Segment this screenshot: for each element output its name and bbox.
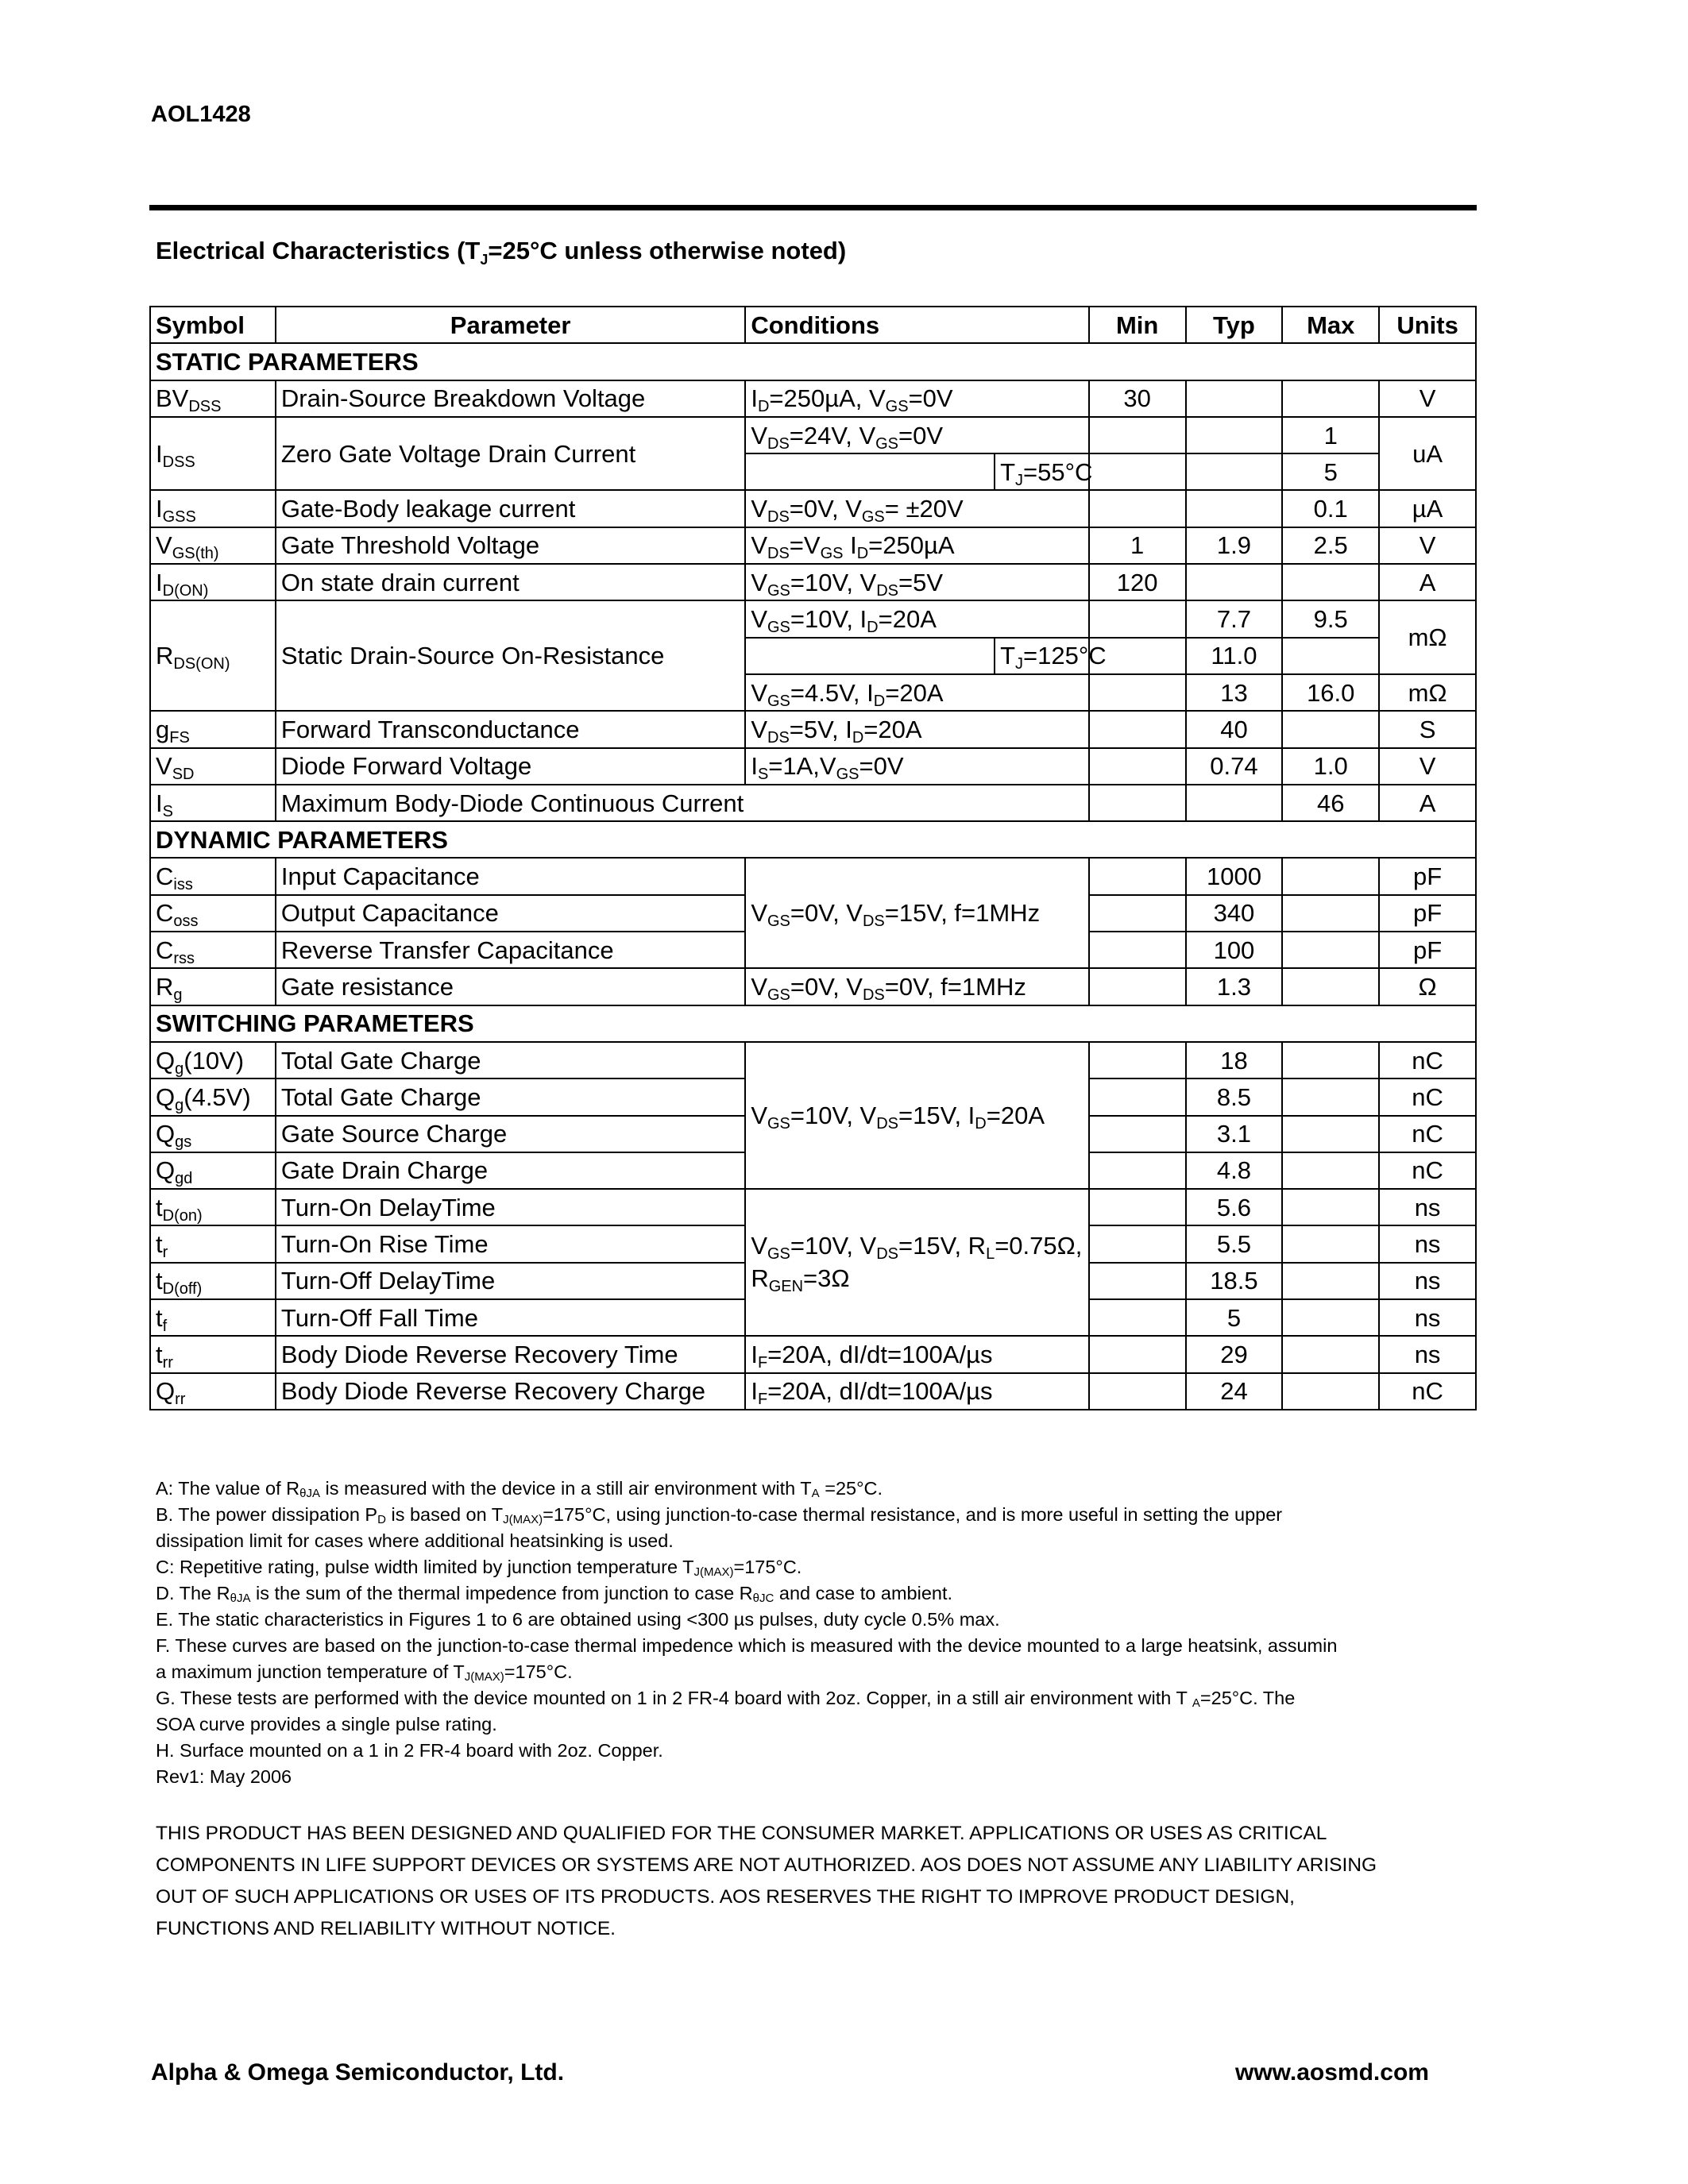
table-row	[150, 1189, 1476, 1225]
value-cell: ns	[1379, 1336, 1476, 1372]
symbol-cell: $t_f$	[150, 1299, 276, 1336]
conditions-cell: $T_J=125^\circ C$	[995, 638, 1089, 674]
header-units: Units	[1379, 307, 1476, 343]
empty-cell	[1186, 417, 1283, 453]
value-cell: 9.5	[1282, 600, 1379, 637]
parameter-cell: Turn-On DelayTime	[276, 1189, 745, 1225]
table-row	[150, 490, 1476, 527]
value-cell: 5.5	[1186, 1225, 1283, 1262]
empty-cell	[1282, 1116, 1379, 1152]
value-cell: nC	[1379, 1152, 1476, 1189]
disclaimer-line: COMPONENTS IN LIFE SUPPORT DEVICES OR SYSTEMS ARE NOT AUTHORIZED. AOS DOES NOT ASSUME ANY LIABILITY ARISING	[156, 1854, 1377, 1876]
conditions-cell: $V_{GS}=10V$, $I_D=20A$	[745, 600, 1088, 637]
footnote-line: F. These curves are based on the junction-to-case thermal impedence which is measured with the device mounted to a large heatsink, assumin	[156, 1635, 1338, 1656]
empty-cell	[1089, 1189, 1186, 1225]
conditions-cell: $V_{GS}=10V$, $V_{DS}=5V$	[745, 564, 1088, 600]
section-dynamic: DYNAMIC PARAMETERS	[150, 821, 1476, 858]
parameter-cell: Body Diode Reverse Recovery Time	[276, 1336, 745, 1372]
empty-cell	[1186, 785, 1283, 821]
symbol-cell: $C_{oss}$	[150, 895, 276, 932]
value-cell: mΩ	[1379, 600, 1476, 674]
conditions-cell: $I_D=250\mu A$, $V_{GS}=0V$	[745, 380, 1088, 417]
value-cell: 40	[1186, 711, 1283, 747]
table-row	[150, 748, 1476, 785]
table-row	[150, 417, 1476, 453]
symbol-cell: $Q_{gs}$	[150, 1116, 276, 1152]
value-cell: 24	[1186, 1373, 1283, 1410]
symbol-cell: $Q_{rr}$	[150, 1373, 276, 1410]
symbol-cell: $C_{rss}$	[150, 932, 276, 968]
symbol-cell: $g_{FS}$	[150, 711, 276, 747]
section-switching: SWITCHING PARAMETERS	[150, 1005, 1476, 1042]
symbol-cell: $V_{SD}$	[150, 748, 276, 785]
footnote-line: H. Surface mounted on a 1 in 2 FR-4 board with 2oz. Copper.	[156, 1740, 663, 1761]
footer-company: Alpha & Omega Semiconductor, Ltd.	[151, 2059, 565, 2086]
value-cell: pF	[1379, 858, 1476, 894]
parameter-cell: Gate resistance	[276, 968, 745, 1005]
table-row	[150, 968, 1476, 1005]
value-cell: 5	[1282, 453, 1379, 490]
table-row	[150, 711, 1476, 747]
conditions-cell: $V_{GS}=0V$, $V_{DS}=0V$, f=1MHz	[745, 968, 1088, 1005]
disclaimer-line: THIS PRODUCT HAS BEEN DESIGNED AND QUALIFIED FOR THE CONSUMER MARKET. APPLICATIONS OR USES AS CRITICAL	[156, 1823, 1327, 1844]
value-cell: 46	[1282, 785, 1379, 821]
empty-cell	[1186, 490, 1283, 527]
electrical-characteristics-table	[149, 306, 1477, 1410]
empty-cell	[1186, 380, 1283, 417]
empty-cell	[1089, 1299, 1186, 1336]
table-row	[150, 1373, 1476, 1410]
part-number: AOL1428	[151, 102, 251, 127]
symbol-cell: $t_{D(on)}$	[150, 1189, 276, 1225]
value-cell: 13	[1186, 674, 1283, 711]
section-title-prefix: Electrical Characteristics (T	[156, 237, 481, 264]
symbol-cell: $t_r$	[150, 1225, 276, 1262]
value-cell: 1	[1282, 417, 1379, 453]
value-cell: 0.1	[1282, 490, 1379, 527]
empty-cell	[1089, 490, 1186, 527]
value-cell: 8.5	[1186, 1078, 1283, 1115]
value-cell: 1.9	[1186, 527, 1283, 564]
value-cell: 1	[1089, 527, 1186, 564]
parameter-cell: Static Drain-Source On-Resistance	[276, 600, 745, 711]
conditions-cell: $I_S=1A,V_{GS}=0V$	[745, 748, 1088, 785]
symbol-cell: $C_{iss}$	[150, 858, 276, 894]
value-cell: 29	[1186, 1336, 1283, 1372]
value-cell: ns	[1379, 1299, 1476, 1336]
empty-cell	[745, 638, 995, 674]
conditions-cell: $V_{GS}=4.5V$, $I_D=20A$	[745, 674, 1088, 711]
empty-cell	[1089, 711, 1186, 747]
parameter-cell: Zero Gate Voltage Drain Current	[276, 417, 745, 491]
table-row	[150, 600, 1476, 637]
value-cell: V	[1379, 748, 1476, 785]
parameter-cell: Total Gate Charge	[276, 1078, 745, 1115]
value-cell: ns	[1379, 1263, 1476, 1299]
value-cell: uA	[1379, 417, 1476, 491]
section-title-sub: J	[480, 252, 489, 268]
value-cell: 18	[1186, 1042, 1283, 1078]
table-row	[150, 1042, 1476, 1078]
empty-cell	[1089, 1263, 1186, 1299]
empty-cell	[1089, 1152, 1186, 1189]
value-cell: S	[1379, 711, 1476, 747]
parameter-cell: Gate Drain Charge	[276, 1152, 745, 1189]
disclaimer-line: FUNCTIONS AND RELIABILITY WITHOUT NOTICE.	[156, 1918, 616, 1939]
value-cell: 3.1	[1186, 1116, 1283, 1152]
value-cell: nC	[1379, 1116, 1476, 1152]
value-cell: 1000	[1186, 858, 1283, 894]
empty-cell	[1089, 858, 1186, 894]
empty-cell	[1282, 895, 1379, 932]
header-symbol: Symbol	[150, 307, 276, 343]
conditions-cell: $V_{GS}=10V$, $V_{DS}=15V$, $I_D=20A$	[745, 1042, 1088, 1189]
symbol-cell: $BV_{DSS}$	[150, 380, 276, 417]
section-title	[156, 237, 846, 268]
parameter-cell: Turn-On Rise Time	[276, 1225, 745, 1262]
footnote-line: dissipation limit for cases where additional heatsinking is used.	[156, 1530, 674, 1551]
empty-cell	[1282, 1225, 1379, 1262]
parameter-cell: Forward Transconductance	[276, 711, 745, 747]
table-row	[150, 1336, 1476, 1372]
parameter-cell: Diode Forward Voltage	[276, 748, 745, 785]
table-row	[150, 380, 1476, 417]
symbol-cell: $R_{DS(ON)}$	[150, 600, 276, 711]
value-cell: 4.8	[1186, 1152, 1283, 1189]
conditions-cell: $V_{GS}=0V$, $V_{DS}=15V$, f=1MHz	[745, 858, 1088, 968]
empty-cell	[1089, 785, 1186, 821]
value-cell: 11.0	[1186, 638, 1283, 674]
empty-cell	[1282, 1373, 1379, 1410]
value-cell: 5	[1186, 1299, 1283, 1336]
conditions-cell: $V_{GS}=10V$, $V_{DS}=15V$, $R_L=0.75\Omega$, $R_{GEN}=3\Omega$	[745, 1189, 1088, 1336]
section-static: STATIC PARAMETERS	[150, 343, 1476, 380]
table-header-row	[150, 307, 1476, 343]
value-cell: ns	[1379, 1225, 1476, 1262]
parameter-cell: Maximum Body-Diode Continuous Current	[276, 785, 1089, 821]
value-cell: 340	[1186, 895, 1283, 932]
conditions-cell: $I_F=20A$, dI/dt=100A/µs	[745, 1373, 1088, 1410]
empty-cell	[1282, 1078, 1379, 1115]
parameter-cell: On state drain current	[276, 564, 745, 600]
section-title-suffix: =25°C unless otherwise noted)	[488, 237, 847, 264]
table-row	[150, 564, 1476, 600]
value-cell: nC	[1379, 1078, 1476, 1115]
empty-cell	[1089, 895, 1186, 932]
empty-cell	[1089, 1373, 1186, 1410]
conditions-cell: $V_{DS}=V_{GS}$ $I_D=250\mu A$	[745, 527, 1088, 564]
value-cell: A	[1379, 564, 1476, 600]
symbol-cell: $Q_{gd}$	[150, 1152, 276, 1189]
value-cell: 100	[1186, 932, 1283, 968]
disclaimer	[156, 1818, 1506, 1945]
symbol-cell: $I_S$	[150, 785, 276, 821]
value-cell: nC	[1379, 1373, 1476, 1410]
footnote-line: E. The static characteristics in Figures 1 to 6 are obtained using <300 µs pulses, duty cycle 0.5% max.	[156, 1609, 1000, 1630]
value-cell: mΩ	[1379, 674, 1476, 711]
value-cell: 0.74	[1186, 748, 1283, 785]
value-cell: 5.6	[1186, 1189, 1283, 1225]
empty-cell	[1089, 1116, 1186, 1152]
parameter-cell: Reverse Transfer Capacitance	[276, 932, 745, 968]
parameter-cell: Drain-Source Breakdown Voltage	[276, 380, 745, 417]
empty-cell	[1089, 453, 1186, 490]
empty-cell	[1186, 564, 1283, 600]
empty-cell	[1089, 1078, 1186, 1115]
empty-cell	[1282, 564, 1379, 600]
value-cell: pF	[1379, 895, 1476, 932]
parameter-cell: Body Diode Reverse Recovery Charge	[276, 1373, 745, 1410]
empty-cell	[1089, 968, 1186, 1005]
symbol-cell: $I_{DSS}$	[150, 417, 276, 491]
symbol-cell: $t_{rr}$	[150, 1336, 276, 1372]
empty-cell	[1282, 1042, 1379, 1078]
symbol-cell: $Q_g(10V)$	[150, 1042, 276, 1078]
empty-cell	[1089, 1225, 1186, 1262]
conditions-cell: $V_{DS}=5V$, $I_D=20A$	[745, 711, 1088, 747]
footnote-line: a maximum junction temperature of $T_{J(MAX)}=175^\circ C$.	[156, 1661, 573, 1684]
empty-cell	[1089, 748, 1186, 785]
empty-cell	[1089, 1336, 1186, 1372]
value-cell: 18.5	[1186, 1263, 1283, 1299]
value-cell: 16.0	[1282, 674, 1379, 711]
value-cell: Ω	[1379, 968, 1476, 1005]
parameter-cell: Turn-Off Fall Time	[276, 1299, 745, 1336]
header-conditions: Conditions	[745, 307, 1088, 343]
empty-cell	[1282, 711, 1379, 747]
value-cell: 30	[1089, 380, 1186, 417]
empty-cell	[1282, 1263, 1379, 1299]
value-cell: 120	[1089, 564, 1186, 600]
header-rule	[149, 205, 1477, 210]
value-cell: 1.0	[1282, 748, 1379, 785]
empty-cell	[1089, 1042, 1186, 1078]
conditions-cell: $T_J=55^\circ C$	[995, 453, 1089, 490]
footnote-line: D. The $R_{\theta JA}$ is the sum of the thermal impedence from junction to case $R_{\theta JC}$ and case to ambient.	[156, 1583, 953, 1605]
footnote-line: A: The value of $R_{\theta JA}$ is measured with the device in a still air environment with $T_A =25^\circ C$.	[156, 1478, 883, 1500]
empty-cell	[1282, 638, 1379, 674]
parameter-cell: Total Gate Charge	[276, 1042, 745, 1078]
empty-cell	[1282, 1189, 1379, 1225]
symbol-cell: $V_{GS(th)}$	[150, 527, 276, 564]
conditions-cell: $V_{DS}=24V$, $V_{GS}=0V$	[745, 417, 1088, 453]
table-row	[150, 858, 1476, 894]
footnote-line: C: Repetitive rating, pulse width limited by junction temperature $T_{J(MAX)}=175^\circ C$.	[156, 1557, 802, 1579]
parameter-cell: Input Capacitance	[276, 858, 745, 894]
table-row	[150, 785, 1476, 821]
parameter-cell: Gate Threshold Voltage	[276, 527, 745, 564]
parameter-cell: Gate-Body leakage current	[276, 490, 745, 527]
empty-cell	[1282, 932, 1379, 968]
parameter-cell: Turn-Off DelayTime	[276, 1263, 745, 1299]
footnote-line: B. The power dissipation $P_D$ is based on $T_{J(MAX)}=175^\circ C$, using junction-to-case thermal resistance, and is more useful in setting the upper	[156, 1504, 1283, 1526]
value-cell: V	[1379, 527, 1476, 564]
empty-cell	[745, 453, 995, 490]
value-cell: 1.3	[1186, 968, 1283, 1005]
empty-cell	[1282, 1299, 1379, 1336]
parameter-cell: Output Capacitance	[276, 895, 745, 932]
empty-cell	[1282, 1152, 1379, 1189]
footnotes	[156, 1476, 1474, 1790]
empty-cell	[1282, 968, 1379, 1005]
value-cell: µA	[1379, 490, 1476, 527]
empty-cell	[1089, 674, 1186, 711]
value-cell: 7.7	[1186, 600, 1283, 637]
empty-cell	[1089, 932, 1186, 968]
footnote-line: G. These tests are performed with the device mounted on 1 in 2 FR-4 board with 2oz. Copper, in a still air environment with T $_A$=25°C. The	[156, 1688, 1296, 1710]
empty-cell	[1282, 380, 1379, 417]
header-parameter: Parameter	[276, 307, 745, 343]
parameter-cell: Gate Source Charge	[276, 1116, 745, 1152]
symbol-cell: $Q_g(4.5V)$	[150, 1078, 276, 1115]
footer-website: www.aosmd.com	[1235, 2059, 1429, 2086]
empty-cell	[1282, 1336, 1379, 1372]
symbol-cell: $t_{D(off)}$	[150, 1263, 276, 1299]
symbol-cell: $R_g$	[150, 968, 276, 1005]
value-cell: nC	[1379, 1042, 1476, 1078]
symbol-cell: $I_{GSS}$	[150, 490, 276, 527]
empty-cell	[1089, 417, 1186, 453]
conditions-cell: $V_{DS}=0V$, $V_{GS}= \pm 20V$	[745, 490, 1088, 527]
empty-cell	[1089, 600, 1186, 637]
symbol-cell: $I_{D(ON)}$	[150, 564, 276, 600]
empty-cell	[1186, 453, 1283, 490]
value-cell: A	[1379, 785, 1476, 821]
value-cell: ns	[1379, 1189, 1476, 1225]
header-min: Min	[1089, 307, 1186, 343]
header-typ: Typ	[1186, 307, 1283, 343]
value-cell: pF	[1379, 932, 1476, 968]
table-row	[150, 527, 1476, 564]
footnote-line: SOA curve provides a single pulse rating.	[156, 1714, 497, 1734]
conditions-cell: $I_F=20A$, dI/dt=100A/µs	[745, 1336, 1088, 1372]
value-cell: V	[1379, 380, 1476, 417]
header-max: Max	[1282, 307, 1379, 343]
value-cell: 2.5	[1282, 527, 1379, 564]
empty-cell	[1282, 858, 1379, 894]
disclaimer-line: OUT OF SUCH APPLICATIONS OR USES OF ITS PRODUCTS. AOS RESERVES THE RIGHT TO IMPROVE PRODUCT DESIGN,	[156, 1886, 1295, 1908]
footnote-line: Rev1: May 2006	[156, 1766, 292, 1787]
